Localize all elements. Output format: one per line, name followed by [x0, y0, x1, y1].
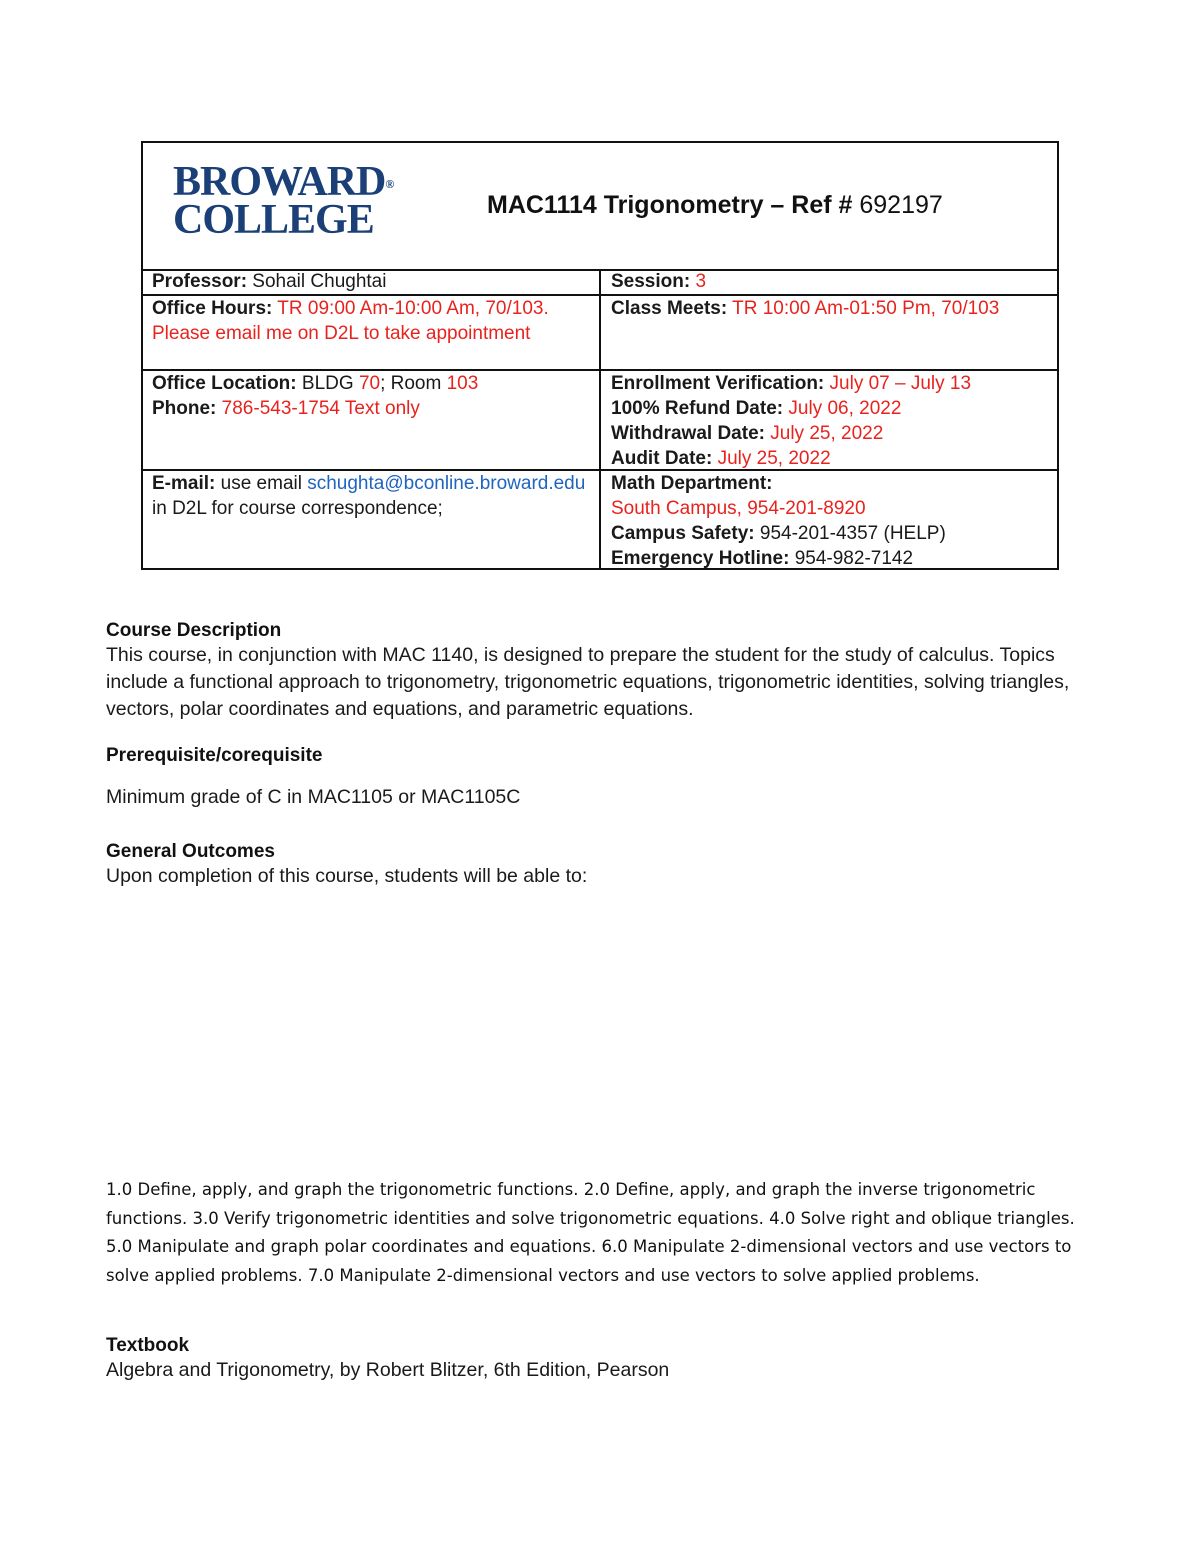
hotline-label: Emergency Hotline:	[611, 548, 790, 569]
registered-mark: ®	[385, 177, 394, 191]
general-outcomes-heading: General Outcomes	[106, 841, 275, 862]
table-row-contact	[143, 471, 1057, 570]
email-post-text: in D2L for course correspondence;	[152, 498, 443, 519]
class-meets-value: TR 10:00 Am-01:50 Pm, 70/103	[727, 298, 1000, 319]
title-ref-number: 692197	[859, 191, 943, 219]
header-row	[143, 143, 1057, 271]
refund-label: 100% Refund Date:	[611, 398, 784, 419]
enrollment-label: Enrollment Verification:	[611, 373, 825, 394]
withdrawal-label: Withdrawal Date:	[611, 423, 765, 444]
office-hours-value: TR 09:00 Am-10:00 Am, 70/103. Please email me on D2L to take appointment	[152, 298, 549, 344]
audit-value: July 25, 2022	[712, 448, 831, 469]
hotline-value: 954-982-7142	[789, 548, 914, 569]
email-link[interactable]: schughta@bconline.broward.edu	[307, 473, 586, 494]
page-title	[487, 191, 943, 220]
college-logo	[173, 159, 394, 243]
department-cell	[611, 471, 1051, 571]
refund-value: July 06, 2022	[783, 398, 902, 419]
logo-line-2: COLLEGE	[173, 197, 374, 243]
logo-line-1: BROWARD	[173, 159, 386, 205]
office-hours-label: Office Hours:	[152, 298, 273, 319]
office-location-room: ; Room	[380, 373, 447, 394]
table-row-hours	[143, 296, 1057, 371]
prerequisite-section	[106, 745, 1106, 811]
professor-value: Sohail Chughtai	[247, 271, 387, 292]
safety-label: Campus Safety:	[611, 523, 755, 544]
course-description-heading: Course Description	[106, 620, 282, 641]
email-cell	[152, 471, 592, 521]
class-meets-label: Class Meets:	[611, 298, 728, 319]
math-dept-label: Math Department:	[611, 473, 773, 494]
audit-label: Audit Date:	[611, 448, 713, 469]
general-outcomes-intro: Upon completion of this course, students will be able to:	[106, 865, 588, 887]
course-description-section	[106, 620, 1106, 723]
enrollment-value: July 07 – July 13	[824, 373, 972, 394]
math-dept-value: South Campus, 954-201-8920	[611, 498, 866, 519]
office-location-label: Office Location:	[152, 373, 297, 394]
office-location-bldg-number: 70	[358, 373, 381, 394]
course-info-table	[141, 141, 1059, 570]
general-outcomes-section	[106, 841, 1106, 890]
table-row-professor	[143, 269, 1057, 296]
email-pre-text: use email	[215, 473, 308, 494]
dates-cell	[611, 371, 1051, 471]
title-course: MAC1114 Trigonometry – Ref #	[487, 191, 860, 219]
phone-value: 786-543-1754 Text only	[216, 398, 420, 419]
professor-label: Professor:	[152, 271, 248, 292]
table-row-location	[143, 371, 1057, 471]
professor-cell	[152, 269, 592, 294]
withdrawal-value: July 25, 2022	[764, 423, 884, 444]
prerequisite-text: Minimum grade of C in MAC1105 or MAC1105C	[106, 786, 521, 808]
phone-label: Phone:	[152, 398, 217, 419]
office-location-cell	[152, 371, 592, 421]
office-location-room-number: 103	[446, 373, 479, 394]
prerequisite-heading: Prerequisite/corequisite	[106, 745, 323, 766]
textbook-section	[106, 1335, 1106, 1384]
session-label: Session:	[611, 271, 691, 292]
office-hours-cell	[152, 296, 592, 346]
class-meets-cell	[611, 296, 1051, 321]
textbook-heading: Textbook	[106, 1335, 190, 1356]
email-label: E-mail:	[152, 473, 216, 494]
session-value: 3	[695, 271, 707, 292]
course-description-text: This course, in conjunction with MAC 1140, is designed to prepare the student for the study of calculus. Topics include a functional approach to trigonometry, trigonometric equations, trigonometric identities, solving triangles, vectors, polar coordinates and equations, and parametric equations.	[106, 644, 1070, 720]
safety-value: 954-201-4357 (HELP)	[754, 523, 946, 544]
session-cell	[611, 269, 1051, 294]
textbook-text: Algebra and Trigonometry, by Robert Blitzer, 6th Edition, Pearson	[106, 1359, 670, 1381]
office-location-bldg: BLDG	[296, 373, 359, 394]
outcomes-list: 1.0 Define, apply, and graph the trigonometric functions. 2.0 Define, apply, and graph the inverse trigonometric functions. 3.0 Verify trigonometric identities and solve trigonometric equations. 4.0 Solve right and oblique triangles. 5.0 Manipulate and graph polar coordinates and equations. 6.0 Manipulate 2-dimensional vectors and use vectors to solve applied problems. 7.0 Manipulate 2-dimensional vectors and use vectors to solve applied problems.	[106, 1180, 1075, 1285]
